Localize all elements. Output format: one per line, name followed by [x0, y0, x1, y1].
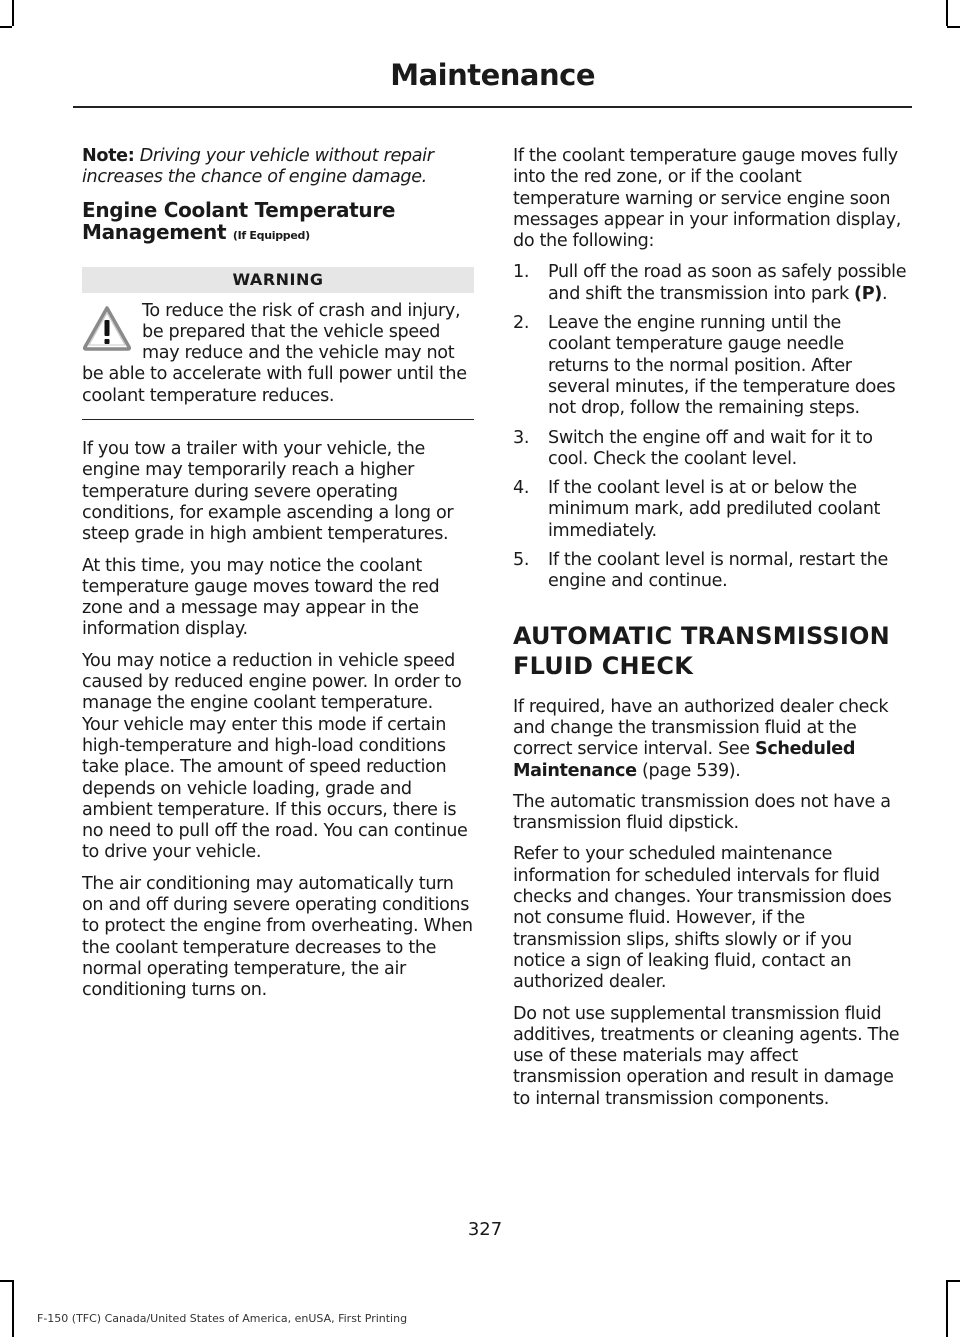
paragraph-speed-reduction: You may notice a reduction in vehicle speed caused by reduced engine power. In order to manage the engine coolant temperature. Your vehicle may enter this mode if certain high-temperature and high-load conditions take place. The amount of speed reduction depends on vehicle loading, grade and ambient temperature. If this occurs, there is no need to pull off the road. You can continue to drive your vehicle. [82, 650, 468, 863]
note-text: Driving your vehicle without repair increases the chance of engine damage. [82, 146, 434, 188]
list-item [513, 262, 908, 305]
list-item-text: Leave the engine running until the coolant temperature gauge needle returns to the normal position. After several minutes, if the temperature does not drop, follow the remaining steps. [548, 313, 896, 419]
header-divider [73, 106, 912, 108]
section-title-line-2: FLUID CHECK [513, 651, 694, 680]
crop-mark-top-left-h [0, 26, 12, 28]
list-item-text: If the coolant level is at or below the minimum mark, add prediluted coolant immediately. [548, 478, 881, 541]
crop-mark-bottom-right-h [947, 1280, 960, 1282]
left-column [82, 146, 474, 1012]
list-item [513, 478, 908, 542]
page-header-title: Maintenance [390, 58, 595, 92]
section-title-line-1: AUTOMATIC TRANSMISSION [513, 621, 890, 650]
steps-list [513, 262, 908, 592]
section-heading-text: Engine Coolant Temperature Management [82, 197, 396, 244]
paragraph-scheduled-intervals: Refer to your scheduled maintenance information for scheduled intervals for fluid checks and changes. Your transmission does not consume fluid. However, if the transmission slips, shifts slowly or if you notice a sign of leaking fluid, contact an authorized dealer. [513, 844, 892, 993]
list-item [513, 313, 908, 419]
crop-mark-top-right-h [947, 26, 960, 28]
note-label: Note: [82, 146, 135, 166]
list-item-number: 4. [513, 478, 530, 499]
list-item-number: 2. [513, 313, 530, 334]
scheduled-maintenance-link[interactable]: Scheduled Maintenance [513, 739, 856, 781]
section-title-transmission [513, 621, 908, 681]
warning-text: To reduce the risk of crash and injury, be prepared that the vehicle speed may reduce and the vehicle may not be able to accelerate with full power until the coolant temperature reduces. [82, 300, 467, 406]
warning-box [82, 301, 474, 420]
paragraph-dipstick: The automatic transmission does not have a transmission fluid dipstick. [513, 791, 891, 834]
list-item [513, 428, 908, 471]
footer-text: F-150 (TFC) Canada/United States of America, enUSA, First Printing [37, 1312, 408, 1325]
list-item [513, 550, 908, 593]
list-item-number: 5. [513, 550, 530, 571]
list-item-text: Switch the engine off and wait for it to cool. Check the coolant level. [548, 427, 873, 469]
paragraph-intro: If the coolant temperature gauge moves fully into the red zone, or if the coolant temperature warning or service engine soon messages appear in your information display, do the following: [513, 146, 901, 252]
crop-mark-bottom-left-h [0, 1280, 12, 1282]
paragraph-towing: If you tow a trailer with your vehicle, the engine may temporarily reach a higher temperature during severe operating conditions, for example ascending a long or steep grade in high ambient temperatures. [82, 439, 454, 545]
list-item-end: . [881, 283, 888, 304]
section-heading-suffix: (If Equipped) [232, 228, 310, 242]
paragraph-additives: Do not use supplemental transmission fluid additives, treatments or cleaning agents. The use of these materials may affect transmission operation and result in damage to internal transmission components. [513, 1003, 900, 1109]
list-item-text: If the coolant level is normal, restart the engine and continue. [548, 550, 888, 592]
page-reference: (page 539). [641, 760, 741, 781]
park-label: (P) [854, 283, 882, 304]
crop-mark-top-right-v [946, 0, 948, 26]
warning-title: WARNING [82, 267, 474, 293]
paragraph-gauge: At this time, you may notice the coolant temperature gauge moves toward the red zone and a message may appear in the information display. [82, 555, 440, 640]
paragraph-air-conditioning: The air conditioning may automatically turn on and off during severe operating conditions to protect the engine from overheating. When the coolant temperature decreases to the normal operating temperature, the air conditioning turns on. [82, 873, 473, 1001]
page-number: 327 [467, 1219, 503, 1240]
list-item-number: 3. [513, 427, 530, 448]
paragraph-service-interval [513, 697, 908, 782]
service-interval-text: If required, have an authorized dealer check and change the transmission fluid at the correct service interval. See [513, 696, 889, 760]
section-heading-coolant [82, 199, 474, 247]
list-item-number: 1. [513, 262, 530, 283]
note-paragraph [82, 146, 474, 189]
crop-mark-top-left-v [12, 0, 14, 26]
right-column [513, 146, 908, 1120]
crop-mark-bottom-left-v [12, 1280, 14, 1337]
list-item-text: Pull off the road as soon as safely possible and shift the transmission into park [548, 262, 907, 304]
crop-mark-bottom-right-v [946, 1280, 948, 1337]
warning-triangle-icon [82, 305, 132, 351]
